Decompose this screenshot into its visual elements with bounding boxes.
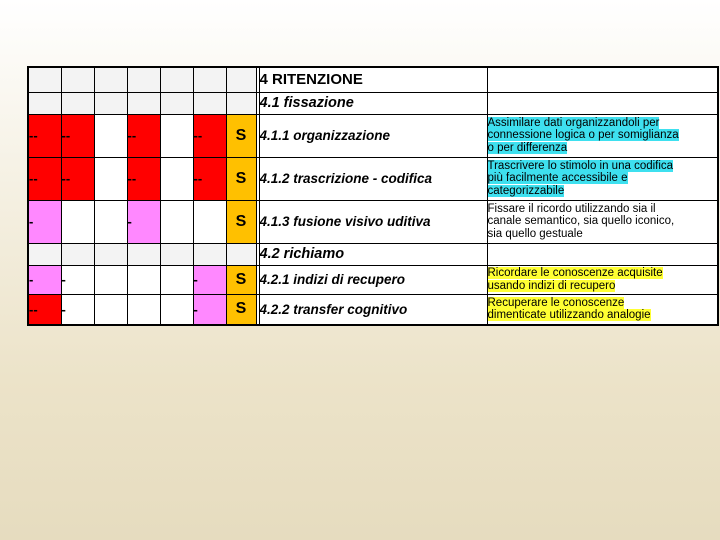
marker-cell [160, 92, 193, 114]
marker-cell [160, 157, 193, 200]
description-line: sia quello gestuale [487, 227, 583, 240]
subsection-row [28, 92, 718, 114]
table-body [28, 67, 718, 325]
strategy-mark-cell: S [226, 114, 256, 157]
marker-cell [160, 67, 193, 92]
marker-cell [193, 67, 226, 92]
marker-cell [127, 265, 160, 294]
table-row [28, 265, 718, 294]
table-row [28, 114, 718, 157]
marker-cell: -- [127, 114, 160, 157]
marker-cell: -- [193, 114, 226, 157]
item-title: 4.1.3 fusione visivo uditiva [259, 200, 487, 243]
description-line: usando indizi di recupero [487, 279, 616, 292]
table-row [28, 200, 718, 243]
marker-cell: -- [28, 114, 61, 157]
marker-cell [94, 114, 127, 157]
marker-cell [160, 265, 193, 294]
description-cell [487, 67, 718, 92]
table-row [28, 157, 718, 200]
marker-cell [94, 157, 127, 200]
marker-cell: - [28, 200, 61, 243]
marker-cell: - [127, 200, 160, 243]
marker-cell: -- [127, 157, 160, 200]
marker-cell: -- [61, 157, 94, 200]
item-title: 4.1.1 organizzazione [259, 114, 487, 157]
subsection-title: 4.2 richiamo [259, 243, 487, 265]
description-line: Trascrivere lo stimolo in una codifica [487, 159, 674, 172]
strategy-mark-cell: S [226, 200, 256, 243]
marker-cell [160, 243, 193, 265]
strategy-mark-cell: S [226, 157, 256, 200]
description-line: connessione logica o per somiglianza [487, 129, 679, 142]
description-line: Fissare il ricordo utilizzando sia il [487, 202, 656, 215]
marker-cell [61, 243, 94, 265]
description-line: dimenticate utilizzando analogie [487, 309, 651, 322]
item-description [487, 294, 718, 325]
marker-cell [226, 67, 256, 92]
marker-cell [61, 67, 94, 92]
item-description [487, 157, 718, 200]
marker-cell [127, 243, 160, 265]
marker-cell [94, 92, 127, 114]
marker-cell: - [193, 294, 226, 325]
description-line: canale semantico, sia quello iconico, [487, 215, 675, 228]
description-cell [487, 92, 718, 114]
marker-cell [61, 200, 94, 243]
item-title: 4.2.1 indizi di recupero [259, 265, 487, 294]
marker-cell [94, 294, 127, 325]
marker-cell [160, 200, 193, 243]
marker-cell [127, 67, 160, 92]
subsection-title: 4.1 fissazione [259, 92, 487, 114]
marker-cell [226, 243, 256, 265]
marker-cell [193, 243, 226, 265]
marker-cell [127, 92, 160, 114]
item-title: 4.1.2 trascrizione - codifica [259, 157, 487, 200]
marker-cell [226, 92, 256, 114]
marker-cell [61, 92, 94, 114]
section-title: 4 RITENZIONE [259, 67, 487, 92]
marker-cell [28, 92, 61, 114]
description-line: categorizzabile [487, 184, 565, 197]
marker-cell [94, 265, 127, 294]
marker-cell [28, 243, 61, 265]
table-row [28, 294, 718, 325]
description-cell [487, 243, 718, 265]
marker-cell: -- [28, 294, 61, 325]
marker-cell [127, 294, 160, 325]
marker-cell [160, 294, 193, 325]
marker-cell [193, 92, 226, 114]
marker-cell: -- [61, 114, 94, 157]
marker-cell: -- [28, 157, 61, 200]
retention-table [27, 66, 719, 326]
marker-cell [28, 67, 61, 92]
description-line: Ricordare le conoscenze acquisite [487, 267, 663, 279]
strategy-mark-cell: S [226, 265, 256, 294]
strategy-mark-cell: S [226, 294, 256, 325]
marker-cell [193, 200, 226, 243]
description-line: o per differenza [487, 141, 568, 154]
marker-cell: -- [193, 157, 226, 200]
marker-cell [94, 243, 127, 265]
description-line: Recuperare le conoscenze [487, 296, 625, 309]
item-description [487, 265, 718, 294]
description-line: più facilmente accessibile e [487, 172, 628, 185]
marker-cell [94, 200, 127, 243]
marker-cell: - [28, 265, 61, 294]
marker-cell: - [61, 265, 94, 294]
item-description [487, 200, 718, 243]
subsection-row [28, 243, 718, 265]
description-line: Assimilare dati organizzandoli per [487, 116, 660, 129]
marker-cell [160, 114, 193, 157]
marker-cell [94, 67, 127, 92]
marker-cell: - [61, 294, 94, 325]
marker-cell: - [193, 265, 226, 294]
section-header-row [28, 67, 718, 92]
item-title: 4.2.2 transfer cognitivo [259, 294, 487, 325]
item-description [487, 114, 718, 157]
